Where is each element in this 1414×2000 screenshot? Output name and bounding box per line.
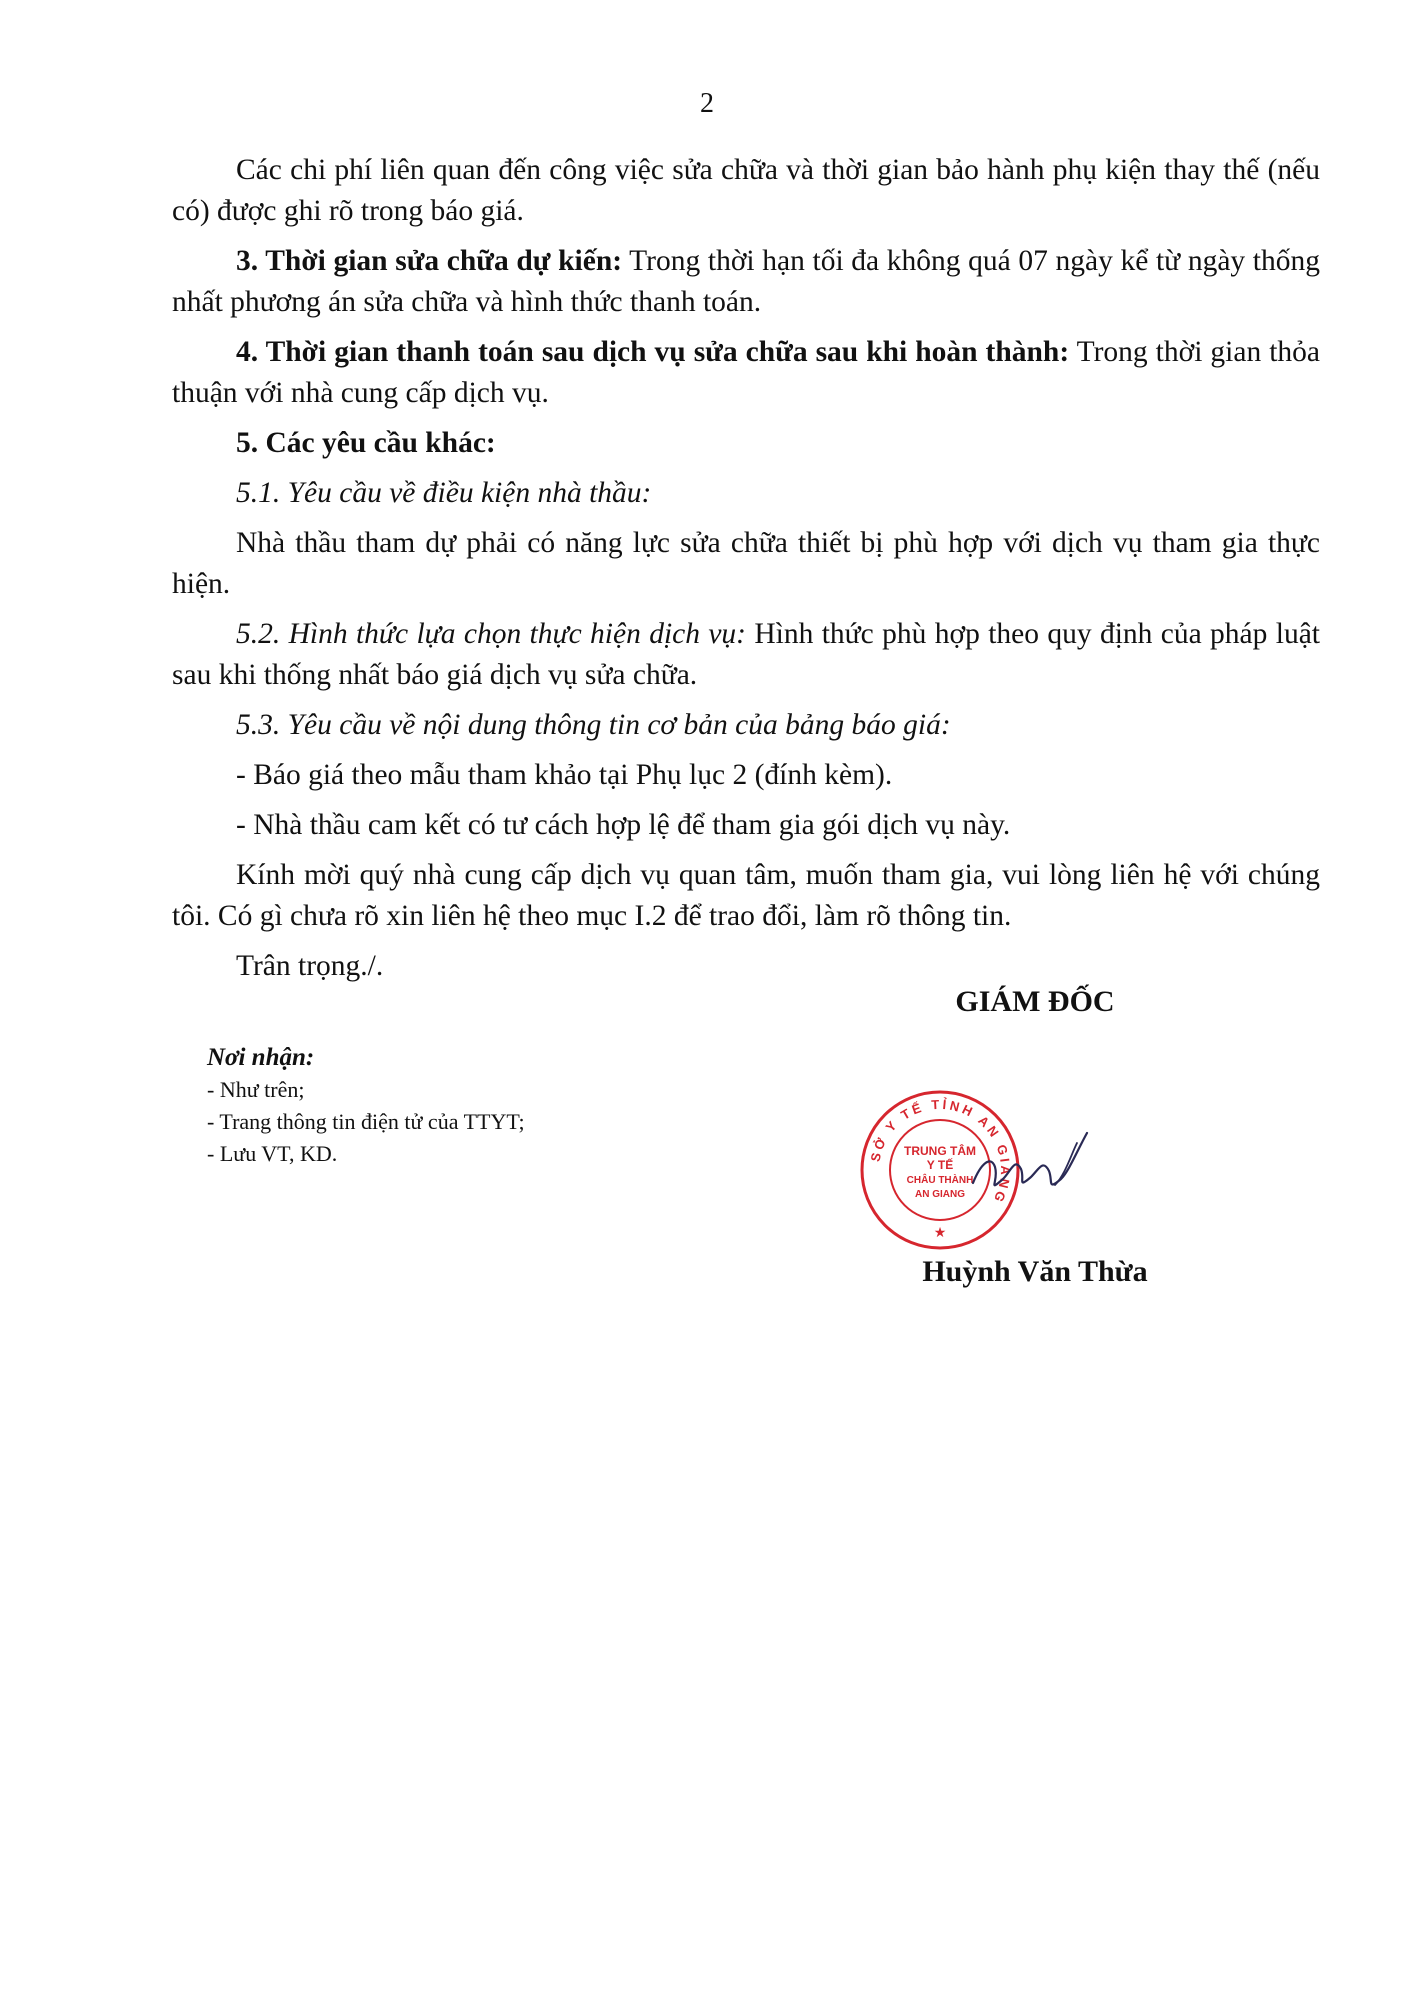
- svg-text:CHÂU THÀNH: CHÂU THÀNH: [906, 1175, 974, 1186]
- paragraph-repair-time: [172, 241, 1320, 323]
- selection-form-label: 5.2. Hình thức lựa chọn thực hiện dịch vụ:: [236, 618, 747, 650]
- other-requirements-heading: 5. Các yêu cầu khác:: [236, 427, 496, 459]
- paragraph-payment-time: [172, 332, 1320, 414]
- recipient-item: - Lưu VT, KD.: [207, 1141, 338, 1166]
- payment-time-label: 4. Thời gian thanh toán sau dịch vụ sửa chữa sau khi hoàn thành:: [236, 336, 1070, 368]
- paragraph-repair-costs: Các chi phí liên quan đến công việc sửa chữa và thời gian bảo hành phụ kiện thay thế (nếu có) được ghi rõ trong báo giá.: [172, 154, 1320, 227]
- paragraph-contractor-capacity: Nhà thầu tham dự phải có năng lực sửa chữa thiết bị phù hợp với dịch vụ tham gia thực hiện.: [172, 527, 1320, 600]
- svg-text:SỞ Y TẾ TỈNH AN GIANG: SỞ Y TẾ TỈNH AN GIANG: [867, 1096, 1014, 1207]
- page-number: 2: [700, 88, 714, 119]
- payment-time-text: Trong thời gian thỏa thuận với nhà cung cấp dịch vụ.: [172, 336, 1320, 409]
- recipients-block: [207, 1042, 767, 1170]
- paragraph-contractor-commitment: - Nhà thầu cam kết có tư cách hợp lệ để tham gia gói dịch vụ này.: [236, 809, 1011, 841]
- document-body: [172, 150, 1320, 996]
- paragraph-selection-form: [172, 614, 1320, 696]
- signer-name: Huỳnh Văn Thừa: [922, 1255, 1148, 1288]
- seal-icon: [855, 1085, 1095, 1255]
- quotation-content-heading: 5.3. Yêu cầu về nội dung thông tin cơ bản của bảng báo giá:: [236, 709, 951, 741]
- selection-form-text: Hình thức phù hợp theo quy định của pháp luật sau khi thống nhất báo giá dịch vụ sửa chữa.: [172, 618, 1320, 691]
- paragraph-invitation: Kính mời quý nhà cung cấp dịch vụ quan tâm, muốn tham gia, vui lòng liên hệ với chúng tôi. Có gì chưa rõ xin liên hệ theo mục I.2 để trao đổi, làm rõ thông tin.: [172, 859, 1320, 932]
- repair-time-text: Trong thời hạn tối đa không quá 07 ngày kể từ ngày thống nhất phương án sửa chữa và hình thức thanh toán.: [172, 245, 1320, 318]
- svg-text:TRUNG TÂM: TRUNG TÂM: [904, 1144, 976, 1158]
- svg-text:Y TẾ: Y TẾ: [926, 1158, 954, 1172]
- paragraph-closing: Trân trọng./.: [236, 950, 384, 982]
- recipient-item: - Trang thông tin điện tử của TTYT;: [207, 1109, 525, 1134]
- paragraph-quotation-template: - Báo giá theo mẫu tham khảo tại Phụ lục 2 (đính kèm).: [236, 759, 893, 791]
- contractor-conditions-heading: 5.1. Yêu cầu về điều kiện nhà thầu:: [236, 477, 652, 509]
- recipients-list: [207, 1074, 767, 1170]
- svg-text:AN GIANG: AN GIANG: [915, 1189, 965, 1200]
- recipient-item: - Như trên;: [207, 1077, 305, 1102]
- repair-time-label: 3. Thời gian sửa chữa dự kiến:: [236, 245, 623, 277]
- svg-text:★: ★: [933, 1225, 947, 1241]
- signature-title: GIÁM ĐỐC: [955, 985, 1115, 1018]
- official-seal-and-signature: [855, 1085, 1095, 1255]
- recipients-title: Nơi nhận:: [207, 1044, 315, 1071]
